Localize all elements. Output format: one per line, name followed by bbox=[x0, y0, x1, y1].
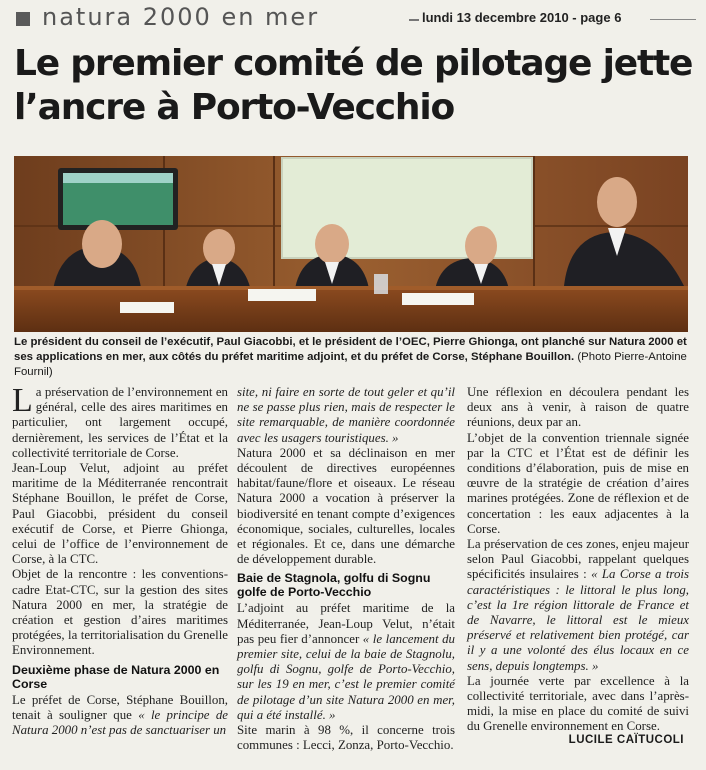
quote-text: « La Corse a trois caractéristiques : le littoral le plus long, c’est la 1re région littorale de France et de Navarre, le littoral est le mieux préservé et relativement bien protégé, car il y a une volonté des élus locaux en ce sens, depuis longtemps. » bbox=[467, 567, 689, 673]
drop-cap: L bbox=[12, 382, 33, 419]
caption-text: Le président du conseil de l’exécutif, Paul Giacobbi, et le président de l’OEC, Pierre Ghionga, ont planché sur Natura 2000 et ses applications en mer, aux côtés du préfet maritime adjoint, et du préfet de Corse, Stéphane Bouillon. bbox=[14, 336, 687, 363]
paragraph: Objet de la rencontre : les conventions-cadre Etat-CTC, sur la gestion des sites Natura 2000 en mer, la stratégie de création et gestion d’aires maritimes protégées, la territorialisation du Grenelle Environnement. bbox=[12, 567, 228, 658]
article-headline: Le premier comité de pilotage jette l’ancre à Porto-Vecchio bbox=[14, 43, 693, 128]
subheading: Deuxième phase de Natura 2000 en Corse bbox=[12, 662, 220, 691]
photo-credit: (Photo Pierre-Antoine Fournil) bbox=[14, 351, 687, 378]
paragraph-text: L’adjoint au préfet maritime de la Méditerranée, Jean-Loup Velut, n’était pas peu fier d’annoncer bbox=[237, 601, 455, 646]
paragraph bbox=[12, 382, 228, 461]
article-column-2 bbox=[237, 385, 455, 753]
paragraph-text: Le préfet de Corse, Stéphane Bouillon, tenait à souligner que bbox=[12, 692, 228, 722]
paragraph bbox=[12, 693, 228, 739]
paragraph: Site marin à 98 %, il concerne trois communes : Lecci, Zonza, Porto-Vecchio. bbox=[237, 723, 455, 753]
article-photo bbox=[14, 156, 688, 332]
quote-text: « le lancement du premier site, celui de la baie de Stagnolu, golfu di Sognu, golfe de Porto-Vecchio, sur les 19 en mer, c’est le premier comité de pilotage d’un site Natura 2000 en mer, qui a été installé. » bbox=[237, 631, 456, 722]
header-divider bbox=[409, 19, 419, 21]
article-column-3 bbox=[467, 385, 689, 735]
paragraph bbox=[467, 537, 689, 674]
paragraph: Natura 2000 et sa déclinaison en mer découlent de directives européennes habitat/faune/flore et oiseaux. Le réseau Natura 2000 a vocation à préserver la biodiversité en tenant compte d’exigences économique, sociales, culturelles, locales et régionales. Et ce, dans une démarche de développement durable. bbox=[237, 445, 455, 567]
paragraph bbox=[237, 385, 455, 446]
section-marker bbox=[16, 12, 30, 26]
section-title: natura 2000 en mer bbox=[42, 3, 320, 31]
paragraph: L’objet de la convention triennale signée par la CTC et l’État est de définir les conditions d’élaboration, puis de mise en œuvre de la stratégie de création d’aires marines protégées. Zone de réflexion et de concertation : les eaux adjacentes à la Corse. bbox=[467, 430, 689, 536]
paragraph: Une réflexion en découlera pendant les deux ans à venir, à raison de quatre réunions, deux par an. bbox=[467, 385, 689, 430]
date-page-label: lundi 13 decembre 2010 - page 6 bbox=[422, 10, 622, 25]
header-rule bbox=[650, 19, 696, 20]
author-byline: LUCILE CAÏTUCOLI bbox=[568, 734, 684, 746]
paragraph bbox=[237, 601, 455, 723]
quote-text: « le principe de Natura 2000 n’est pas de sanctuariser un bbox=[12, 707, 228, 738]
article-column-1 bbox=[12, 382, 228, 738]
quote-text: site, ni faire en sorte de tout geler et qu’il ne se passe plus rien, mais de respecter le site remarquable, de manière coordonnée avec les usagers touristiques. » bbox=[237, 385, 455, 445]
paragraph-text: La préservation de ces zones, enjeu majeur selon Paul Giacobbi, rappelant quelques spécificités insulaires : bbox=[467, 537, 689, 582]
page-header bbox=[14, 3, 694, 34]
subheading: Baie de Stagnola, golfu di Sognu golfe de Porto-Vecchio bbox=[237, 571, 431, 600]
photo-caption bbox=[14, 335, 688, 380]
paragraph: Jean-Loup Velut, adjoint au préfet maritime de la Méditerranée rencontrait Stéphane Bouillon, le préfet de Corse, Paul Giacobbi, président du conseil exécutif de Corse, et Pierre Ghionga, celui de l’office de l’environnement de Corse, à la CTC. bbox=[12, 461, 228, 567]
paragraph-text: a préservation de l’environnement en général, celle des aires maritimes en particulier, ont largement occupé, dernièrement, les services de l’État et la collectivité territoriale de Corse. bbox=[12, 385, 228, 460]
paragraph: La journée verte par excellence à la collectivité territoriale, avec dans l’après-midi, la mise en place du comité de suivi du Grenelle environnement en Corse. bbox=[467, 673, 689, 734]
